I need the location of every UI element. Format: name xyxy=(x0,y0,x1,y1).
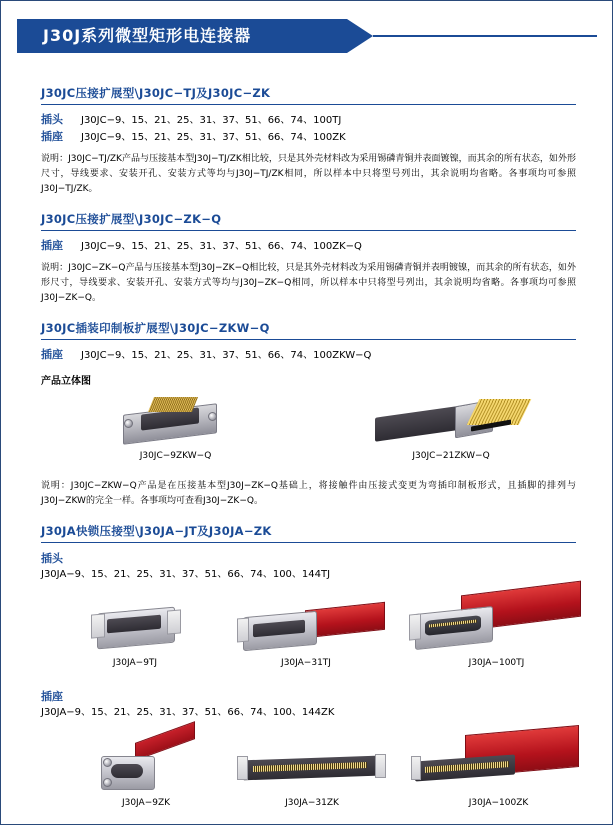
spec-row xyxy=(41,347,576,363)
figure-caption: J30JC−21ZKW−Q xyxy=(412,451,490,461)
group-values-socket: J30JA−9、15、21、25、31、37、51、66、74、100、144ZK xyxy=(41,707,335,718)
ribbon-cable xyxy=(135,721,195,761)
spec-row-values: J30JC−9、15、21、25、31、37、51、66、74、100TJ xyxy=(81,115,342,126)
section-j30jc-zk-q xyxy=(41,211,576,306)
spec-row xyxy=(41,238,576,254)
document-content xyxy=(41,71,576,824)
figure-caption: J30JA−100ZK xyxy=(468,798,529,808)
section-divider xyxy=(41,104,576,105)
connector-latch xyxy=(237,617,249,642)
mounting-hole-icon xyxy=(103,778,112,787)
spec-row-label: 插座 xyxy=(41,130,63,143)
figure-caption: J30JC−9ZKW−Q xyxy=(139,451,212,461)
figure-caption: J30JA−31TJ xyxy=(281,658,331,668)
connector-latch xyxy=(167,609,181,634)
figure-caption: J30JA−31ZK xyxy=(285,798,339,808)
figure-row-zkw xyxy=(41,391,576,469)
figure-caption: J30JA−9ZK xyxy=(121,798,171,808)
mounting-hole-icon xyxy=(103,758,112,767)
connector-latch xyxy=(375,754,386,778)
product-image-j30jc-21zkw-q xyxy=(371,393,531,449)
section-note: 说明：J30JC−TJ/ZK产品与压接基本型J30J−TJ/ZK相比较，只是其外壳材料改为采用锡磷青铜并表面镀镍，而其余的所有状态，如外形尺寸，导线要求、安装开孔、安装方式等均与J30J−TJ/ZK相同，所以样本中只将型号列出，其余说明均省略。各事项均可参照J30J−TJ/ZK。 xyxy=(41,154,576,194)
spec-row-values: J30JC−9、15、21、25、31、37、51、66、74、100ZK xyxy=(81,132,346,143)
section-title: J30JC压接扩展型\J30JC−TJ及J30JC−ZK xyxy=(41,86,271,100)
ribbon-cable xyxy=(305,602,385,638)
spec-row-values: J30JC−9、15、21、25、31、37、51、66、74、100ZK−Q xyxy=(81,241,362,252)
connector-latch xyxy=(411,756,421,780)
spec-row xyxy=(41,129,576,145)
header-rule xyxy=(373,35,597,37)
section-divider xyxy=(41,230,576,231)
section-j30jc-tj-zk xyxy=(41,85,576,197)
connector-latch xyxy=(91,613,105,638)
section-title: J30JA快锁压接型\J30JA−JT及J30JA−ZK xyxy=(41,524,272,538)
connector-latch xyxy=(237,756,248,780)
connector-latch xyxy=(409,613,421,640)
product-image-j30jc-9zkw-q xyxy=(113,395,238,447)
page-title: J30J系列微型矩形电连接器 xyxy=(43,26,252,45)
page-header xyxy=(17,19,597,53)
figure-row-plugs xyxy=(41,588,576,680)
header-arrow xyxy=(347,19,373,53)
mounting-hole-icon xyxy=(208,412,217,421)
mounting-hole-icon xyxy=(124,419,133,428)
connector-body xyxy=(111,764,143,778)
section-j30jc-zkw-q xyxy=(41,320,576,509)
section-title: J30JC压接扩展型\J30JC−ZK−Q xyxy=(41,212,222,226)
product-image-j30ja-9tj xyxy=(79,602,191,654)
section-divider xyxy=(41,339,576,340)
section-title: J30JC插装印制板扩展型\J30JC−ZKW−Q xyxy=(41,321,270,335)
spec-row-label: 插头 xyxy=(41,113,63,126)
group-values-plug: J30JA−9、15、21、25、31、37、51、66、74、100、144TJ xyxy=(41,569,331,580)
group-label-plug: 插头 xyxy=(41,552,63,565)
product-image-j30ja-100tj xyxy=(409,588,584,654)
product-image-j30ja-9zk xyxy=(91,732,201,794)
spec-row-label: 插座 xyxy=(41,348,63,361)
figure-row-sockets xyxy=(41,728,576,824)
section-divider xyxy=(41,542,576,543)
spec-row-label: 插座 xyxy=(41,239,63,252)
spec-row xyxy=(41,112,576,128)
figure-caption: J30JA−100TJ xyxy=(468,658,525,668)
section-note: 说明：J30JC−ZK−Q产品与压接基本型J30J−ZK−Q相比较，只是其外壳材料改为采用锡磷青铜并表明镀镍，而其余的所有状态，如外形尺寸，导线要求、安装开孔、安装方式等均与J30J−ZK−Q相同，所以样本中只将型号列出，其余说明均省略。各事项均可参照J30J−ZK−Q。 xyxy=(41,263,576,303)
figure-caption: J30JA−9TJ xyxy=(112,658,158,668)
section-note: 说明：J30JC−ZKW−Q产品是在压接基本型J30J−ZK−Q基础上，将接触件由压接式变更为弯插印制板形式，且插脚的排列与J30J−ZKW的完全一样。各事项均可查看J30J−ZK−Q。 xyxy=(41,481,576,506)
product-image-j30ja-31tj xyxy=(231,598,381,654)
group-label-socket: 插座 xyxy=(41,690,63,703)
figure-group-heading: 产品立体图 xyxy=(41,376,91,387)
section-j30ja-jt-zk xyxy=(41,523,576,824)
product-image-j30ja-100zk xyxy=(411,730,586,792)
connector-pins xyxy=(148,397,198,412)
spec-row-values: J30JC−9、15、21、25、31、37、51、66、74、100ZKW−Q xyxy=(81,350,372,361)
product-image-j30ja-31zk xyxy=(237,750,387,790)
